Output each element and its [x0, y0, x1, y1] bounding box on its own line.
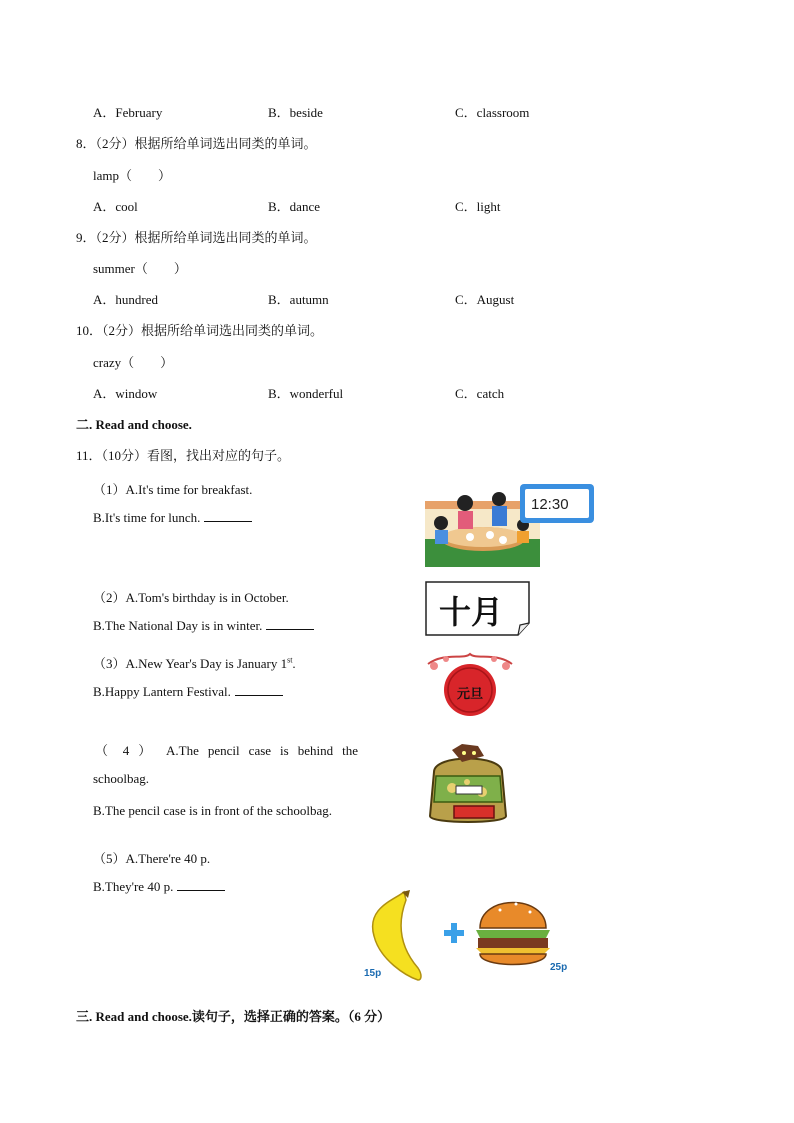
q7-option-b: B．beside — [268, 105, 323, 120]
banana-price: 15p — [364, 968, 382, 979]
answer-blank[interactable] — [204, 510, 252, 522]
q10-word: crazy（ ） — [93, 355, 174, 370]
q10-option-b: B．wonderful — [268, 386, 344, 401]
burger-price: 25p — [550, 962, 568, 973]
q11-1-sentence-a: （1）A.It's time for breakfast. — [93, 482, 253, 497]
q11-4-sentence-a: （ 4 ） A.The pencil case is behind the — [95, 743, 358, 758]
q9-stem: 9．（2分）根据所给单词选出同类的单词。 — [76, 230, 317, 245]
q9-word: summer（ ） — [93, 261, 187, 276]
clock-time: 12:30 — [531, 496, 569, 513]
q11-3-sentence-b: B.Happy Lantern Festival. — [93, 684, 283, 700]
q8-stem: 8．（2分）根据所给单词选出同类的单词。 — [76, 136, 317, 151]
q11-5-sentence-b: B.They're 40 p. — [93, 879, 225, 895]
q11-1-sentence-b: B.It's time for lunch. — [93, 510, 252, 526]
banana-burger-picture — [360, 888, 575, 983]
schoolbag-picture — [422, 742, 514, 828]
q8-option-b: B．dance — [268, 199, 320, 214]
calendar-text: 十月 — [439, 593, 504, 631]
section-3-title: 三. Read and choose.读句子，选择正确的答案。（6 分） — [76, 1009, 391, 1024]
q11-4-sentence-a-cont: schoolbag. — [93, 771, 149, 786]
q10-option-c: C．catch — [455, 386, 505, 401]
q11-5-sentence-a: （5）A.There're 40 p. — [93, 851, 211, 866]
section-2-title: 二. Read and choose. — [76, 417, 192, 432]
answer-blank[interactable] — [266, 618, 314, 630]
q10-stem: 10．（2分）根据所给单词选出同类的单词。 — [76, 323, 324, 338]
q11-3-sentence-a: （3）A.New Year's Day is January 1st. — [93, 655, 296, 671]
calendar-october-picture — [425, 581, 533, 637]
answer-blank[interactable] — [235, 684, 283, 696]
q9-option-a: A．hundred — [93, 292, 158, 307]
q9-option-b: B．autumn — [268, 292, 329, 307]
q7-option-a: A．February — [93, 105, 163, 120]
q8-option-a: A．cool — [93, 199, 138, 214]
q8-word: lamp（ ） — [93, 168, 171, 183]
q11-2-sentence-b: B.The National Day is in winter. — [93, 618, 314, 634]
family-lunch-picture — [425, 483, 600, 567]
new-year-lantern-picture — [424, 650, 516, 722]
q8-option-c: C．light — [455, 199, 501, 214]
q11-4-sentence-b: B.The pencil case is in front of the schoolbag. — [93, 803, 332, 818]
lantern-text: 元旦 — [457, 687, 484, 702]
q9-option-c: C．August — [455, 292, 515, 307]
q7-option-c: C．classroom — [455, 105, 530, 120]
q11-stem: 11．（10分）看图，找出对应的句子。 — [76, 448, 291, 463]
q11-2-sentence-a: （2）A.Tom's birthday is in October. — [93, 590, 289, 605]
q10-option-a: A．window — [93, 386, 158, 401]
answer-blank[interactable] — [177, 879, 225, 891]
